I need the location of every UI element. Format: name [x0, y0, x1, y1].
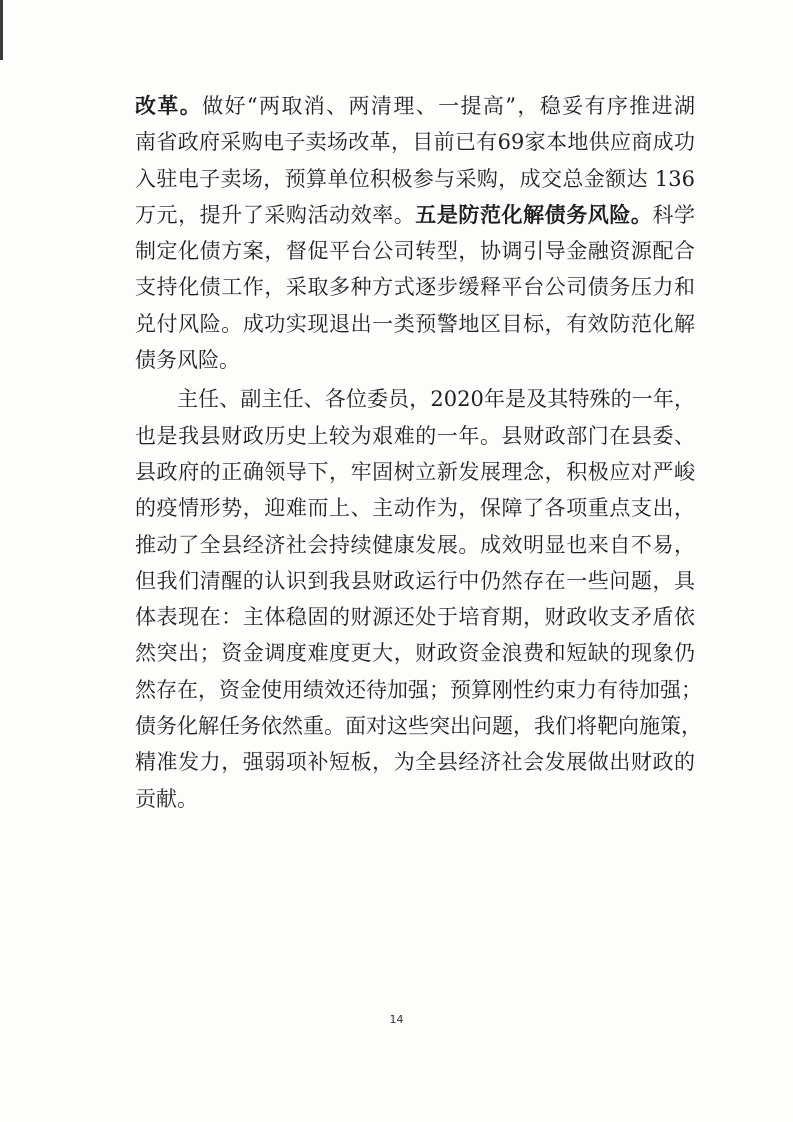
scan-edge-mark: [0, 0, 3, 60]
paragraph-1-line-3: 入驻电子卖场，预算单位积极参与采购，成交总金额达 136: [135, 166, 695, 191]
paragraph-2-line-11: 精准发力，强弱项补短板，为全县经济社会发展做出财政的: [135, 750, 695, 775]
text-segment: 万元，提升了采购活动效率。: [135, 202, 416, 227]
paragraph-1-line-6: 支持化债工作，采取多种方式逐步缓释平台公司债务压力和: [135, 275, 695, 300]
bold-heading-reform: 改革。: [135, 93, 203, 118]
text-segment: 科学: [652, 202, 696, 227]
paragraph-2-line-6: 但我们清醒的认识到我县财政运行中仍然存在一些问题，具: [135, 568, 695, 593]
paragraph-2-line-8: 然突出；资金调度难度更大，财政资金浪费和短缺的现象仍: [135, 641, 695, 666]
paragraph-problems-summary: [135, 381, 702, 817]
bold-heading-debt-risk: 五是防范化解债务风险。: [415, 201, 653, 227]
paragraph-1-line-8: 债务风险。: [135, 348, 240, 373]
text-segment: 做好“两取消、两清理、一提高”，稳妥有序推进湖: [202, 94, 695, 118]
paragraph-1-line-2: 南省政府采购电子卖场改革，目前已有69家本地供应商成功: [135, 130, 695, 155]
page-number: 14: [389, 1013, 404, 1026]
paragraph-2-line-5: 推动了全县经济社会持续健康发展。成效明显也来自不易，: [135, 532, 695, 557]
paragraph-2-line-12: 贡献。: [135, 786, 198, 811]
paragraph-2-line-4: 的疫情形势，迎难而上、主动作为，保障了各项重点支出，: [135, 496, 695, 521]
paragraph-2-line-7: 体表现在：主体稳固的财源还处于培育期，财政收支矛盾依: [135, 605, 695, 630]
body-text: [135, 88, 702, 817]
paragraph-reform-and-debt: [135, 88, 695, 378]
paragraph-1-line-4: [135, 197, 695, 233]
paragraph-2-line-9: 然存在，资金使用绩效还待加强；预算刚性约束力有待加强；: [135, 677, 702, 702]
paragraph-2-line-1: 主任、副主任、各位委员，2020年是及其特殊的一年，: [177, 387, 695, 412]
paragraph-1-line-5: 制定化债方案，督促平台公司转型，协调引导金融资源配合: [135, 239, 695, 264]
paragraph-2-line-10: 债务化解任务依然重。面对这些突出问题，我们将靶向施策，: [135, 714, 702, 739]
paragraph-2-line-3: 县政府的正确领导下，牢固树立新发展理念，积极应对严峻: [135, 459, 695, 484]
paragraph-1-line-1: [135, 88, 695, 124]
paragraph-2-line-2: 也是我县财政历史上较为艰难的一年。县财政部门在县委、: [135, 423, 695, 448]
paragraph-1-line-7: 兑付风险。成功实现退出一类预警地区目标，有效防范化解: [135, 311, 695, 336]
